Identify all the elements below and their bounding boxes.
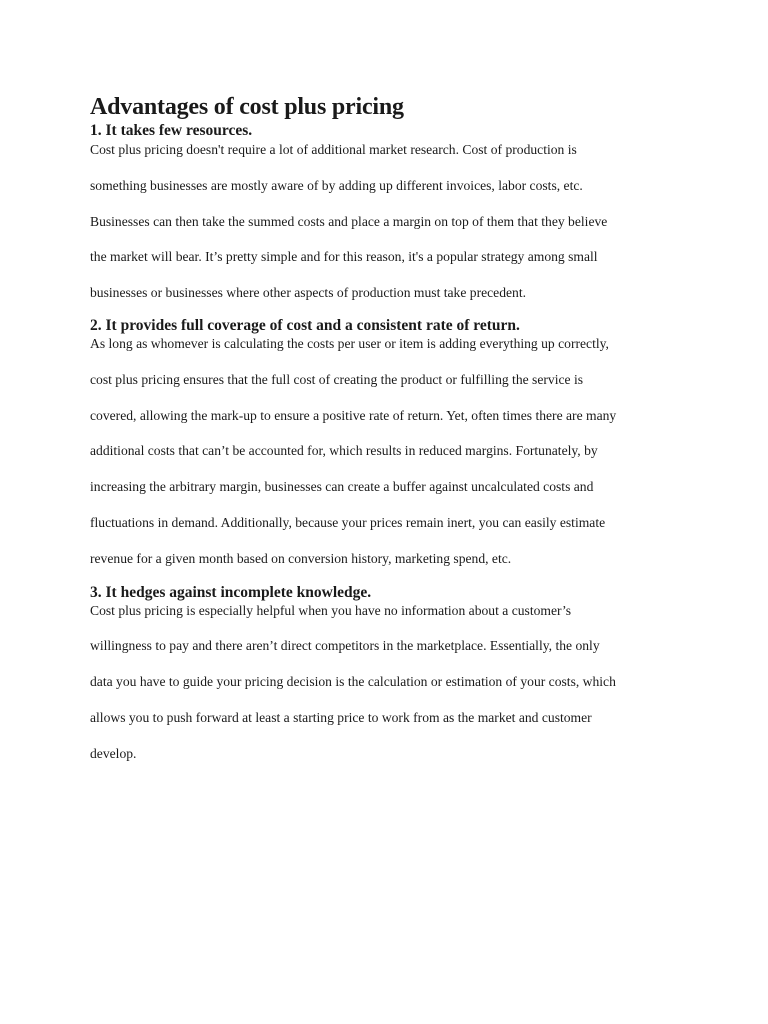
paragraph-line: allows you to push forward at least a starting price to work from as the market and customer — [90, 709, 592, 725]
section-2 — [90, 317, 690, 577]
paragraph-line: Businesses can then take the summed costs and place a margin on top of them that they believe — [90, 213, 608, 229]
paragraph-line: covered, allowing the mark-up to ensure a positive rate of return. Yet, often times there are many — [90, 407, 617, 423]
document-page — [90, 93, 690, 772]
paragraph-line: something businesses are mostly aware of by adding up different invoices, labor costs, etc. — [90, 177, 583, 193]
paragraph-line: As long as whomever is calculating the costs per user or item is adding everything up correctly, — [90, 335, 609, 351]
paragraph-line: additional costs that can’t be accounted for, which results in reduced margins. Fortunately, by — [90, 443, 598, 459]
section-paragraph — [90, 132, 690, 311]
paragraph-line: businesses or businesses where other aspects of production must take precedent. — [90, 285, 527, 301]
section-paragraph — [90, 593, 690, 772]
paragraph-line: willingness to pay and there aren’t direct competitors in the marketplace. Essentially, the only — [90, 638, 600, 654]
section-heading: 1. It takes few resources. — [90, 122, 253, 139]
paragraph-line: data you have to guide your pricing decision is the calculation or estimation of your costs, which — [90, 674, 616, 690]
paragraph-line: fluctuations in demand. Additionally, because your prices remain inert, you can easily estimate — [90, 514, 606, 530]
section-paragraph — [90, 326, 690, 577]
paragraph-line: Cost plus pricing is especially helpful when you have no information about a customer’s — [90, 602, 572, 618]
section-heading: 3. It hedges against incomplete knowledge. — [90, 583, 372, 601]
paragraph-line: cost plus pricing ensures that the full cost of creating the product or fulfilling the service is — [90, 371, 584, 387]
section-heading: 2. It provides full coverage of cost and a consistent rate of return. — [90, 316, 520, 334]
document-title: Advantages of cost plus pricing — [90, 94, 404, 120]
paragraph-line: the market will bear. It’s pretty simple and for this reason, it's a popular strategy among small — [90, 249, 598, 265]
section-1 — [90, 122, 690, 311]
paragraph-line: develop. — [90, 745, 137, 761]
paragraph-line: increasing the arbitrary margin, businesses can create a buffer against uncalculated costs and — [90, 479, 594, 495]
paragraph-line: Cost plus pricing doesn't require a lot of additional market research. Cost of production is — [90, 142, 577, 157]
section-3 — [90, 584, 690, 772]
paragraph-line: revenue for a given month based on conversion history, marketing spend, etc. — [90, 550, 512, 566]
